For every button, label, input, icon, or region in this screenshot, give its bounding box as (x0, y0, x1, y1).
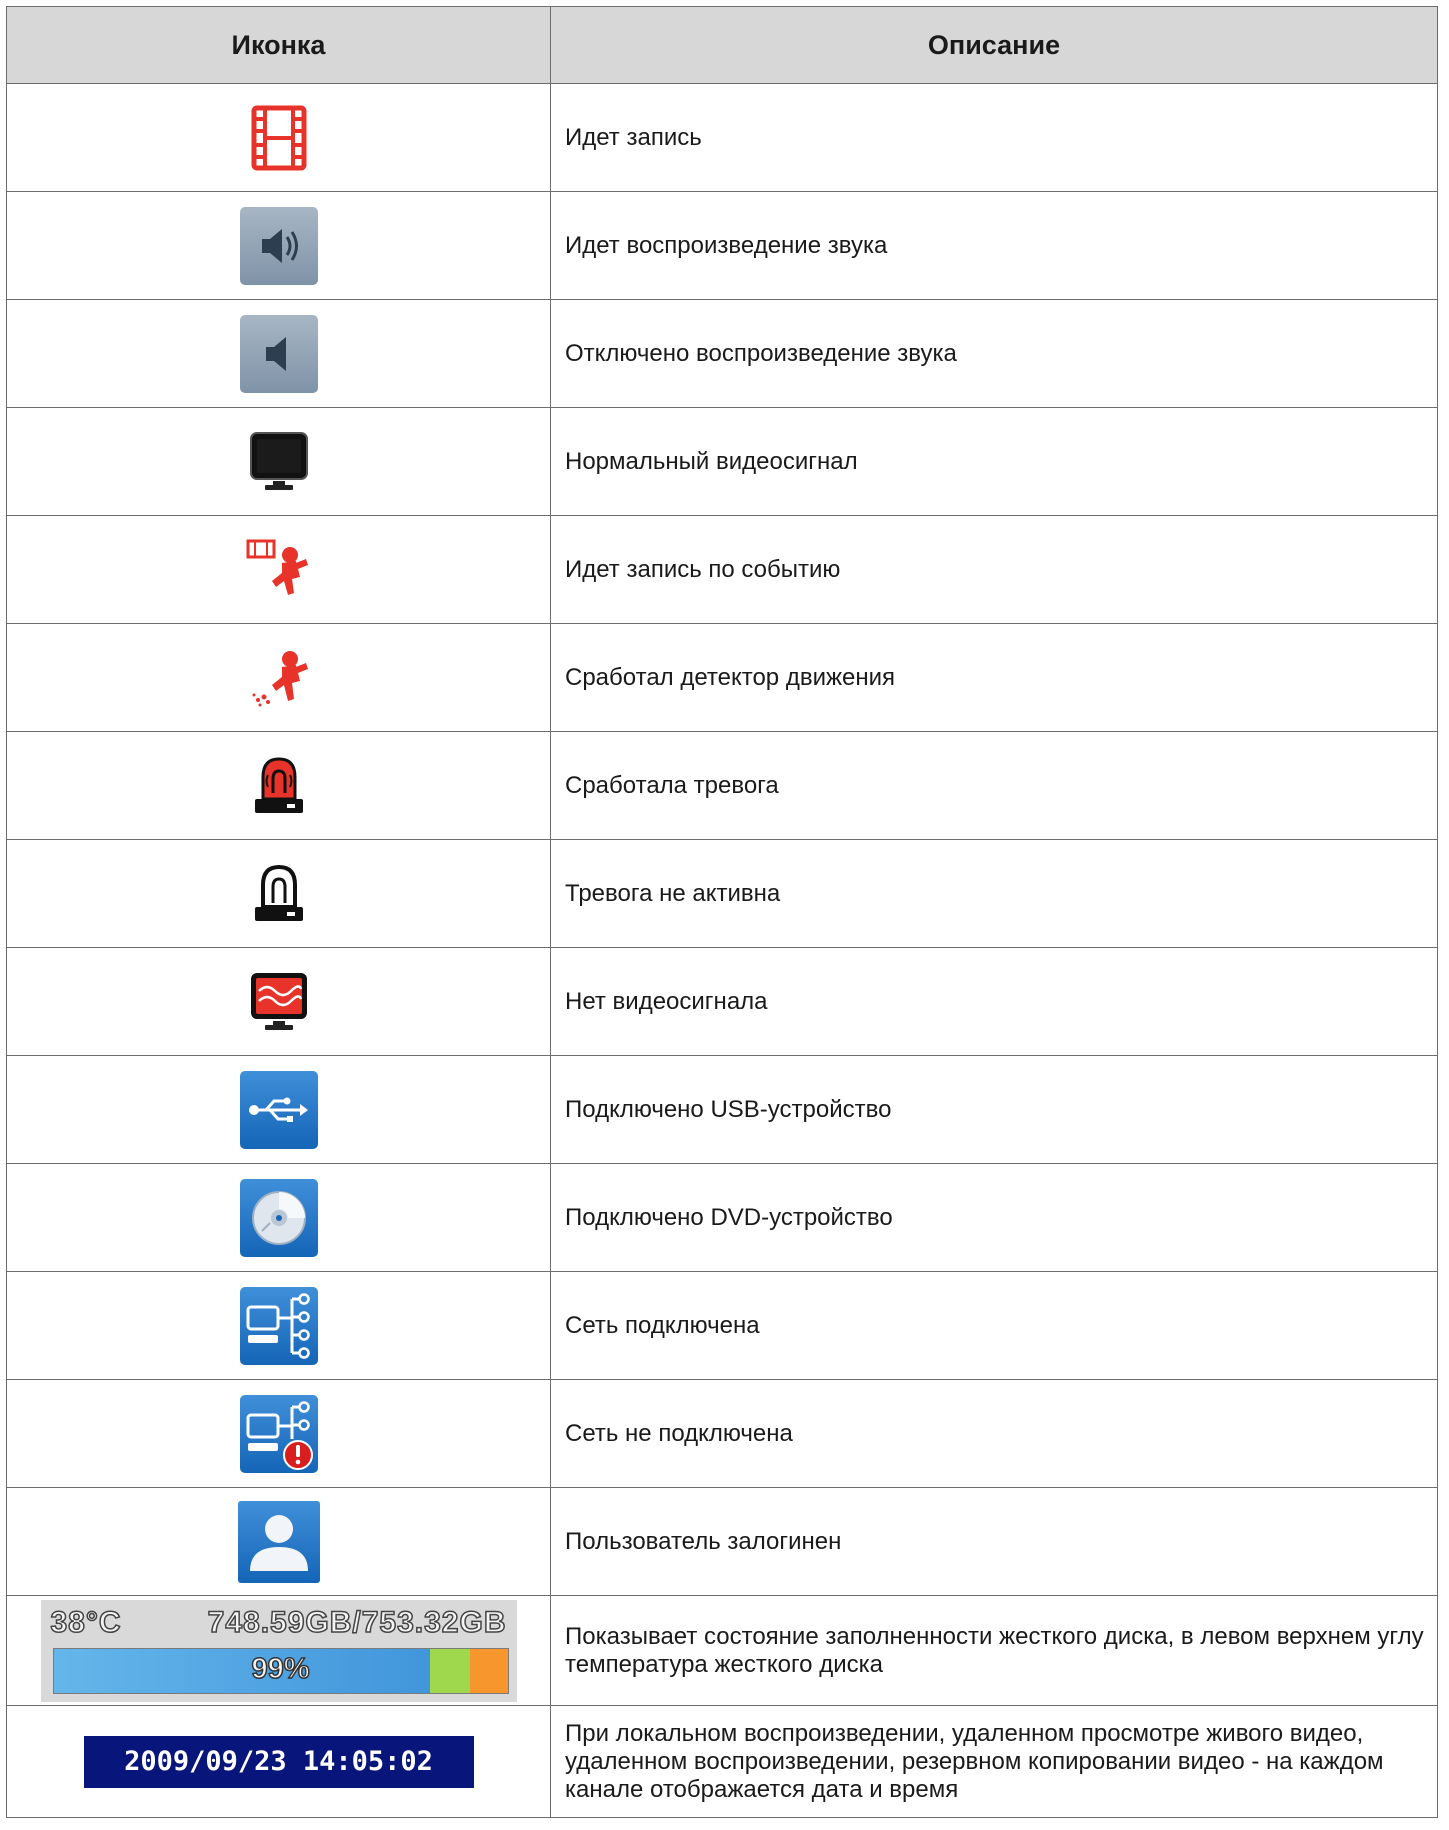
row-description: Отключено воспроизведение звука (551, 300, 1438, 408)
table-row (7, 1706, 1438, 1818)
row-description: Сработал детектор движения (551, 624, 1438, 732)
hdd-percent: 99% (251, 1652, 310, 1685)
row-description: Тревога не активна (551, 840, 1438, 948)
hdd-temperature: 38°C (50, 1605, 122, 1639)
icon-legend-table (6, 6, 1438, 1818)
table-row (7, 408, 1438, 516)
no-video-icon (249, 971, 309, 1033)
table-row (7, 300, 1438, 408)
row-description: Пользователь залогинен (551, 1488, 1438, 1596)
header-description-column: Описание (551, 7, 1438, 84)
table-row (7, 1488, 1438, 1596)
table-row (7, 840, 1438, 948)
row-description: Идет запись по событию (551, 516, 1438, 624)
table-row (7, 1596, 1438, 1706)
table-row (7, 1272, 1438, 1380)
table-row (7, 516, 1438, 624)
table-row (7, 624, 1438, 732)
table-row (7, 948, 1438, 1056)
hdd-status-widget (41, 1600, 517, 1702)
row-description: Подключено DVD-устройство (551, 1164, 1438, 1272)
network-connected-icon (240, 1287, 318, 1365)
row-description: Сеть не подключена (551, 1380, 1438, 1488)
alarm-active-icon (249, 753, 309, 819)
film-record-icon (251, 105, 307, 171)
table-row (7, 1380, 1438, 1488)
event-record-icon (246, 537, 312, 603)
row-description: При локальном воспроизведении, удаленном просмотре живого видео, удаленном воспроизведении, резервном копировании видео - на каждом канале отображается дата и время (551, 1706, 1438, 1818)
row-description: Подключено USB-устройство (551, 1056, 1438, 1164)
monitor-icon (249, 431, 309, 493)
hdd-capacity: 748.59GB/753.32GB (207, 1605, 507, 1639)
speaker-on-icon (240, 207, 318, 285)
row-description: Показывает состояние заполненности жесткого диска, в левом верхнем углу температура жесткого диска (551, 1596, 1438, 1706)
table-row (7, 732, 1438, 840)
table-row (7, 1056, 1438, 1164)
row-description: Нормальный видеосигнал (551, 408, 1438, 516)
table-header-row (7, 7, 1438, 84)
row-description: Нет видеосигнала (551, 948, 1438, 1056)
table-row (7, 1164, 1438, 1272)
header-icon-column: Иконка (7, 7, 551, 84)
row-description: Сработала тревога (551, 732, 1438, 840)
table-row (7, 192, 1438, 300)
row-description: Идет воспроизведение звука (551, 192, 1438, 300)
row-description: Идет запись (551, 84, 1438, 192)
dvd-icon (240, 1179, 318, 1257)
row-description: Сеть подключена (551, 1272, 1438, 1380)
table-row (7, 84, 1438, 192)
alarm-inactive-icon (249, 861, 309, 927)
hdd-usage-bar (53, 1648, 509, 1694)
network-disconnected-icon (240, 1395, 318, 1473)
user-icon (238, 1501, 320, 1583)
usb-icon (240, 1071, 318, 1149)
speaker-mute-icon (240, 315, 318, 393)
motion-detect-icon (246, 645, 312, 711)
datetime-display: 2009/09/23 14:05:02 (84, 1736, 474, 1788)
